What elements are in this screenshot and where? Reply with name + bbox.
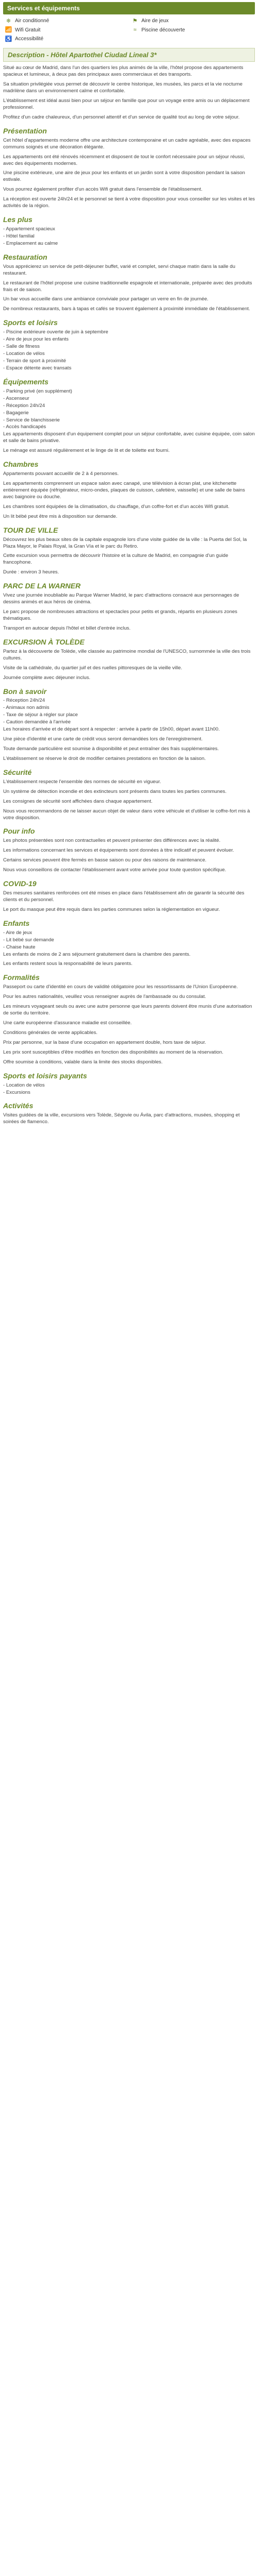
bullet-item: - Salle de fitness: [3, 344, 40, 350]
bullet-item: - Réception 24h/24: [3, 402, 45, 409]
paragraph: Offre soumise à conditions, valable dans la limite des stocks disponibles.: [3, 1059, 163, 1065]
bullet-text: Emplacement au calme: [6, 240, 58, 246]
section-title: Les plus: [3, 215, 33, 224]
bullet-item: - Chaise haute: [3, 944, 36, 950]
section-title: Bon à savoir: [3, 687, 47, 696]
paragraph: Situé au cœur de Madrid, dans l'un des quartiers les plus animés de la ville, l'hôtel propose des appartements spacieux et lumineux, à deux pas des principaux axes commerciaux et des transports.: [3, 65, 244, 78]
paragraph: Cet hôtel d'appartements moderne offre une architecture contemporaine et un cadre agréable, avec des espaces communs soignés et une décoration élégante.: [3, 137, 251, 150]
bullet-text: Excursions: [6, 1089, 30, 1095]
section-title: Formalités: [3, 973, 40, 982]
section-title: Restauration: [3, 252, 47, 261]
bullet-text: Piscine extérieure ouverte de juin à septembre: [6, 329, 108, 335]
bullet-item: - Taxe de séjour à régler sur place: [3, 712, 78, 718]
section-title: Activités: [3, 1101, 34, 1110]
amenity-label: Piscine découverte: [141, 27, 185, 33]
section-transport: [3, 973, 255, 1027]
paragraph: Cette excursion vous permettra de découvrir l'histoire et la culture de Madrid, en compagnie d'un guide francophone.: [3, 553, 229, 566]
section-tour: [3, 526, 255, 577]
paragraph: Une carte européenne d'assurance maladie est conseillée.: [3, 1020, 132, 1026]
bullet-item: - Service de blanchisserie: [3, 417, 60, 423]
paragraph: Toute demande particulière est soumise à disponibilité et peut entraîner des frais supplémentaires.: [3, 746, 219, 752]
paragraph: De nombreux restaurants, bars à tapas et cafés se trouvent également à proximité immédiate de l'établissement.: [3, 306, 250, 312]
paragraph: Les consignes de sécurité sont affichées dans chaque appartement.: [3, 798, 153, 804]
playground-icon: ⚑: [132, 18, 138, 24]
bullet-text: Hôtel familial: [6, 233, 35, 239]
bullet-text: Espace détente avec transats: [6, 365, 72, 371]
section-title: Sécurité: [3, 768, 32, 776]
section-presentation: [3, 126, 255, 210]
paragraph: Une pièce d'identité et une carte de crédit vous seront demandées lors de l'enregistrement.: [3, 736, 203, 742]
bullet-text: Accès handicapés: [6, 424, 46, 430]
wheelchair-icon: ♿: [5, 36, 12, 42]
amenity-item: [5, 36, 126, 43]
paragraph: Les photos présentées sont non contractuelles et peuvent présenter des différences avec la réalité.: [3, 838, 221, 844]
bullet-item: - Hôtel familial: [3, 233, 35, 239]
section-title: Présentation: [3, 126, 47, 135]
section-title: COVID-19: [3, 879, 37, 888]
section-intro: [3, 65, 255, 121]
paragraph: Le ménage est assuré régulièrement et le linge de lit et de toilette est fourni.: [3, 448, 170, 454]
snowflake-icon: ❄: [6, 18, 11, 24]
section-title: TOUR DE VILLE: [3, 526, 58, 534]
bullet-text: Aire de jeux pour les enfants: [6, 336, 69, 343]
paragraph: Des mesures sanitaires renforcées ont été mises en place dans l'établissement afin de garantir la sécurité des clients et du personnel.: [3, 890, 245, 903]
bullet-text: Appartement spacieux: [6, 226, 55, 232]
paragraph: Les appartements comprennent un espace salon avec canapé, une télévision à écran plat, une kitchenette entièrement équipée (réfrigérateur, micro-ondes, plaques de cuisson, cafetière, vaisselle) et une salle de bains avec baignoire ou douche.: [3, 481, 245, 500]
section-title: Pour info: [3, 827, 35, 836]
paragraph: Passeport ou carte d'identité en cours de validité obligatoire pour les ressortissants de l'Union Européenne.: [3, 984, 238, 990]
paragraph: Vivez une journée inoubliable au Parque Warner Madrid, le parc d'attractions consacré aux personnages de dessins animés et aux héros de cinéma.: [3, 592, 239, 605]
paragraph: Visites guidées de la ville, excursions vers Tolède, Ségovie ou Ávila, parc d'attractions, musées, shopping et soirées de flamenco.: [3, 1112, 240, 1125]
section-title: PARC DE LA WARNER: [3, 582, 81, 590]
paragraph: Partez à la découverte de Tolède, ville classée au patrimoine mondial de l'UNESCO, surnommée la ville des trois cultures.: [3, 648, 251, 661]
paragraph: Transport en autocar depuis l'hôtel et billet d'entrée inclus.: [3, 625, 131, 631]
bullet-text: Caution demandée à l'arrivée: [6, 719, 71, 725]
section-title: Chambres: [3, 460, 39, 469]
section-excursion: [3, 637, 255, 682]
amenity-item: [5, 18, 126, 25]
section-title: EXCURSION À TOLÈDE: [3, 637, 85, 646]
bullet-text: Salle de fitness: [6, 344, 40, 350]
paragraph: L'établissement se réserve le droit de modifier certaines prestations en fonction de la saison.: [3, 755, 206, 761]
section-equipements: [3, 377, 255, 454]
paragraph: Pour les autres nationalités, veuillez vous renseigner auprès de l'ambassade ou du consulat.: [3, 994, 206, 1000]
paragraph: Le restaurant de l'hôtel propose une cuisine traditionnelle espagnole et internationale, préparée avec des produits frais et de saison.: [3, 280, 252, 293]
section-logements: [3, 215, 255, 247]
section-sports: [3, 318, 255, 372]
paragraph: Un bar vous accueille dans une ambiance conviviale pour partager un verre en fin de journée.: [3, 296, 208, 302]
paragraph: Sa situation privilégiée vous permet de découvrir le centre historique, les musées, les parcs et la vie nocturne madrilène dans un environnement calme et confortable.: [3, 81, 243, 94]
amenity-label: Air conditionné: [15, 18, 50, 24]
bullet-item: - Parking privé (en supplément): [3, 388, 72, 394]
paragraph: Les chambres sont équipées de la climatisation, du chauffage, d'un coffre-fort et d'un accès Wifi gratuit.: [3, 503, 230, 510]
paragraph: Vous apprécierez un service de petit-déjeuner buffet, varié et complet, servi chaque matin dans la salle du restaurant.: [3, 263, 235, 276]
paragraph: Découvrez les plus beaux sites de la capitale espagnole lors d'une visite guidée de la ville : la Puerta del Sol, la Plaza Mayor, le Palais Royal, la Gran Vía et le parc du Retiro.: [3, 536, 247, 549]
bullet-text: Service de blanchisserie: [6, 417, 60, 423]
paragraph: Durée : environ 3 heures.: [3, 569, 59, 575]
bullet-text: Chaise haute: [6, 944, 36, 950]
paragraph: Nous vous conseillons de contacter l'établissement avant votre arrivée pour toute question spécifique.: [3, 867, 227, 873]
bullet-text: Ascenseur: [6, 395, 29, 401]
amenity-label: Accessibilité: [15, 36, 44, 42]
bullet-item: - Aire de jeux: [3, 929, 33, 936]
paragraph: Une piscine extérieure, une aire de jeux pour les enfants et un jardin sont à votre disposition pendant la saison estivale.: [3, 170, 245, 183]
bullet-text: Terrain de sport à proximité: [6, 358, 66, 364]
paragraph: Un système de détection incendie et des extincteurs sont présents dans toutes les parties communes.: [3, 788, 227, 794]
paragraph: Visite de la cathédrale, du quartier juif et des ruelles pittoresques de la vieille ville.: [3, 665, 182, 671]
paragraph: Les enfants de moins de 2 ans séjournent gratuitement dans la chambre des parents.: [3, 951, 191, 957]
sections: [3, 65, 255, 1126]
bullet-item: - Accès handicapés: [3, 424, 46, 430]
paragraph: Les enfants restent sous la responsabilité de leurs parents.: [3, 961, 133, 967]
amenity-label: Wifi Gratuit: [15, 27, 41, 33]
bullet-text: Location de vélos: [6, 1082, 45, 1088]
paragraph: Journée complète avec déjeuner inclus.: [3, 674, 91, 681]
bullet-text: Animaux non admis: [6, 705, 50, 711]
bullet-item: - Location de vélos: [3, 1082, 45, 1088]
bullet-text: Réception 24h/24: [6, 402, 45, 409]
paragraph: Profitez d'un cadre chaleureux, d'un personnel attentif et d'un service de qualité tout au long de votre séjour.: [3, 114, 240, 120]
amenity-label: Aire de jeux: [141, 18, 169, 24]
paragraph: Nous vous recommandons de ne laisser aucun objet de valeur dans votre véhicule et d'utiliser le coffre-fort mis à votre disposition.: [3, 808, 250, 821]
section-info: [3, 826, 255, 874]
bullet-text: Aire de jeux: [6, 929, 33, 936]
amenity-item: [5, 27, 126, 34]
bullet-item: - Bagagerie: [3, 410, 29, 416]
bullet-item: - Appartement spacieux: [3, 226, 55, 232]
paragraph: Les appartements ont été rénovés récemment et disposent de tout le confort nécessaire pour un séjour réussi, avec des équipements modernes.: [3, 154, 245, 166]
section-title: Sports et loisirs payants: [3, 1071, 87, 1080]
bullet-text: Bagagerie: [6, 410, 29, 416]
bullet-item: - Caution demandée à l'arrivée: [3, 719, 71, 725]
paragraph: L'établissement respecte l'ensemble des normes de sécurité en vigueur.: [3, 778, 162, 785]
paragraph: Conditions générales de vente applicables.: [3, 1029, 98, 1036]
bullet-item: - Location de vélos: [3, 351, 45, 357]
section-bon: [3, 687, 255, 762]
paragraph: Appartements pouvant accueillir de 2 à 4 personnes.: [3, 471, 119, 477]
pool-icon: ≈: [133, 27, 137, 33]
section-title: Enfants: [3, 919, 30, 927]
wifi-icon: 📶: [5, 27, 12, 33]
bullet-item: - Lit bébé sur demande: [3, 937, 54, 943]
bullet-text: Lit bébé sur demande: [6, 937, 54, 943]
bullet-item: - Ascenseur: [3, 395, 29, 401]
paragraph: Les informations concernant les services et équipements sont données à titre indicatif et peuvent évoluer.: [3, 848, 234, 854]
section-sports2: [3, 1071, 255, 1096]
paragraph: L'établissement est idéal aussi bien pour un séjour en famille que pour un voyage entre amis ou un déplacement professionnel.: [3, 97, 250, 110]
section-parc: [3, 581, 255, 632]
page-title: Description - Hôtel Apartothel Ciudad Lineal 3*: [8, 50, 157, 59]
bullet-item: - Terrain de sport à proximité: [3, 358, 66, 364]
bullet-text: Réception 24h/24: [6, 698, 45, 704]
bullet-item: - Réception 24h/24: [3, 698, 45, 704]
bullet-item: - Aire de jeux pour les enfants: [3, 336, 69, 343]
paragraph: Un lit bébé peut être mis à disposition sur demande.: [3, 513, 118, 519]
paragraph: Les prix sont susceptibles d'être modifiés en fonction des disponibilités au moment de la réservation.: [3, 1049, 223, 1055]
amenities-grid: [3, 14, 255, 46]
section-securite: [3, 768, 255, 822]
title-box: [3, 48, 255, 62]
bullet-item: - Emplacement au calme: [3, 240, 58, 246]
paragraph: Le port du masque peut être requis dans les parties communes selon la réglementation en vigueur.: [3, 906, 220, 912]
paragraph: Les appartements disposent d'un équipement complet pour un séjour confortable, avec cuisine équipée, coin salon et salle de bains privative.: [3, 431, 255, 444]
paragraph: Vous pourrez également profiter d'un accès Wifi gratuit dans l'ensemble de l'établissement.: [3, 187, 203, 193]
bullet-text: Location de vélos: [6, 351, 45, 357]
bullet-text: Parking privé (en supplément): [6, 388, 72, 394]
section-covid: [3, 879, 255, 913]
amenities-header: Services et équipements: [3, 2, 255, 14]
bullet-item: - Piscine extérieure ouverte de juin à septembre: [3, 329, 108, 335]
paragraph: Le parc propose de nombreuses attractions et spectacles pour petits et grands, répartis en plusieurs zones thématiques.: [3, 609, 237, 621]
amenity-item: [132, 18, 253, 25]
section-activites: [3, 1101, 255, 1126]
paragraph: Les mineurs voyageant seuls ou avec une autre personne que leurs parents doivent être munis d'une autorisation de sortie du territoire.: [3, 1004, 252, 1016]
section-enfants: [3, 919, 255, 968]
paragraph: La réception est ouverte 24h/24 et le personnel se tient à votre disposition pour vous conseiller sur les visites et les activités de la région.: [3, 196, 255, 209]
section-restauration: [3, 252, 255, 313]
section-title: Équipements: [3, 377, 49, 386]
paragraph: Prix par personne, sur la base d'une occupation en appartement double, hors taxe de séjour.: [3, 1039, 206, 1045]
section-note: [3, 1030, 255, 1066]
amenity-item: [132, 27, 253, 34]
bullet-item: - Excursions: [3, 1089, 30, 1095]
bullet-item: - Animaux non admis: [3, 705, 50, 711]
paragraph: Les horaires d'arrivée et de départ sont à respecter : arrivée à partir de 15h00, départ avant 11h00.: [3, 726, 220, 733]
section-title: Sports et loisirs: [3, 318, 58, 327]
section-chambres: [3, 460, 255, 520]
paragraph: Certains services peuvent être fermés en basse saison ou pour des raisons de maintenance.: [3, 857, 207, 863]
bullet-text: Taxe de séjour à régler sur place: [6, 712, 78, 718]
bullet-item: - Espace détente avec transats: [3, 365, 72, 371]
